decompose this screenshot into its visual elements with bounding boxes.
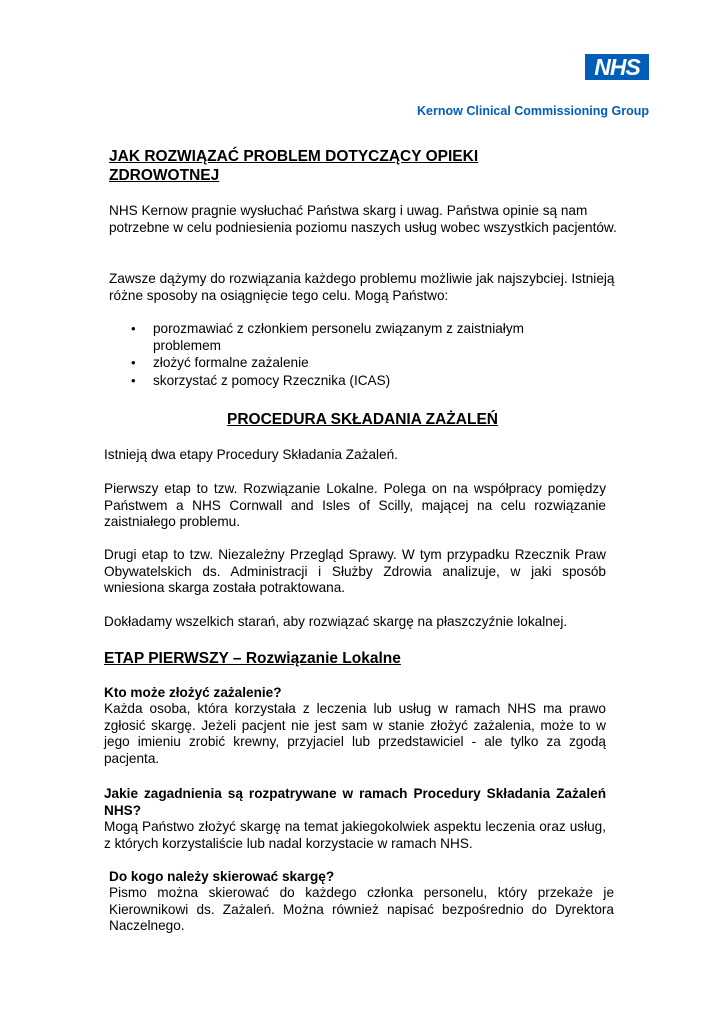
procedure-heading: PROCEDURA SKŁADANIA ZAŻALEŃ: [227, 411, 498, 428]
procedure-paragraph-1: Istnieją dwa etapy Procedury Składania Zażaleń.: [104, 447, 398, 462]
question-what: Jakie zagadnienia są rozpatrywane w ramach Procedury Składania Zażaleń NHS?: [104, 786, 606, 818]
list-item: • skorzystać z pomocy Rzecznika (ICAS): [131, 372, 391, 388]
org-name: Kernow Clinical Commissioning Group: [417, 104, 649, 118]
page-title: JAK ROZWIĄZAĆ PROBLEM DOTYCZĄCY OPIEKI ZDROWOTNEJ: [109, 148, 479, 184]
procedure-paragraph-4: Dokładamy wszelkich starań, aby rozwiązać skargę na płaszczyźnie lokalnej.: [104, 614, 568, 629]
question-to-whom: Do kogo należy skierować skargę?: [109, 869, 335, 884]
bullet-icon: •: [131, 372, 136, 388]
answer-what: Mogą Państwo złożyć skargę na temat jakiegokolwiek aspektu leczenia oraz usług, z których korzystaliście lub nadal korzystacie w ramach NHS.: [104, 819, 606, 851]
list-item: • porozmawiać z członkiem personelu związanym z zaistniałym problemem: [131, 321, 524, 353]
answer-who: Każda osoba, która korzystała z leczenia lub usług w ramach NHS ma prawo zgłosić skargę. Jeżeli pacjent nie jest sam w stanie złożyć zażalenia, może to w jego imieniu zrobić krewny, przyjaciel lub przedstawiciel - ale tylko za zgodą pacjenta.: [104, 701, 606, 766]
procedure-paragraph-2: Pierwszy etap to tzw. Rozwiązanie Lokalne. Polega on na współpracy pomiędzy Państwem a NHS Cornwall and Isles of Scilly, mającej na celu rozwiązanie zaistniałego problemu.: [104, 481, 606, 529]
nhs-logo: NHS: [585, 54, 649, 80]
answer-to-whom: Pismo można skierować do każdego członka personelu, który przekaże je Kierownikowi ds. Zażaleń. Można również napisać bezpośrednio do Dyrektora Naczelnego.: [109, 885, 614, 933]
options-list: [109, 321, 589, 390]
intro-paragraph-1: NHS Kernow pragnie wysłuchać Państwa skarg i uwag. Państwa opinie są nam potrzebne w celu podniesienia poziomu naszych usług wobec wszystkich pacjentów.: [109, 203, 617, 235]
stage1-heading: ETAP PIERWSZY – Rozwiązanie Lokalne: [104, 650, 401, 667]
bullet-icon: •: [131, 321, 136, 336]
question-who: Kto może złożyć zażalenie?: [104, 685, 282, 700]
list-item: • złożyć formalne zażalenie: [131, 355, 309, 370]
procedure-paragraph-3: Drugi etap to tzw. Niezależny Przegląd Sprawy. W tym przypadku Rzecznik Praw Obywatelskich ds. Administracji i Służby Zdrowia analizuje, w jaki sposób wniesiona skarga została potraktowana.: [104, 547, 606, 595]
bullet-icon: •: [131, 355, 136, 370]
intro-paragraph-2: Zawsze dążymy do rozwiązania każdego problemu możliwie jak najszybciej. Istnieją różne sposoby na osiągnięcie tego celu. Mogą Państwo:: [109, 271, 615, 303]
